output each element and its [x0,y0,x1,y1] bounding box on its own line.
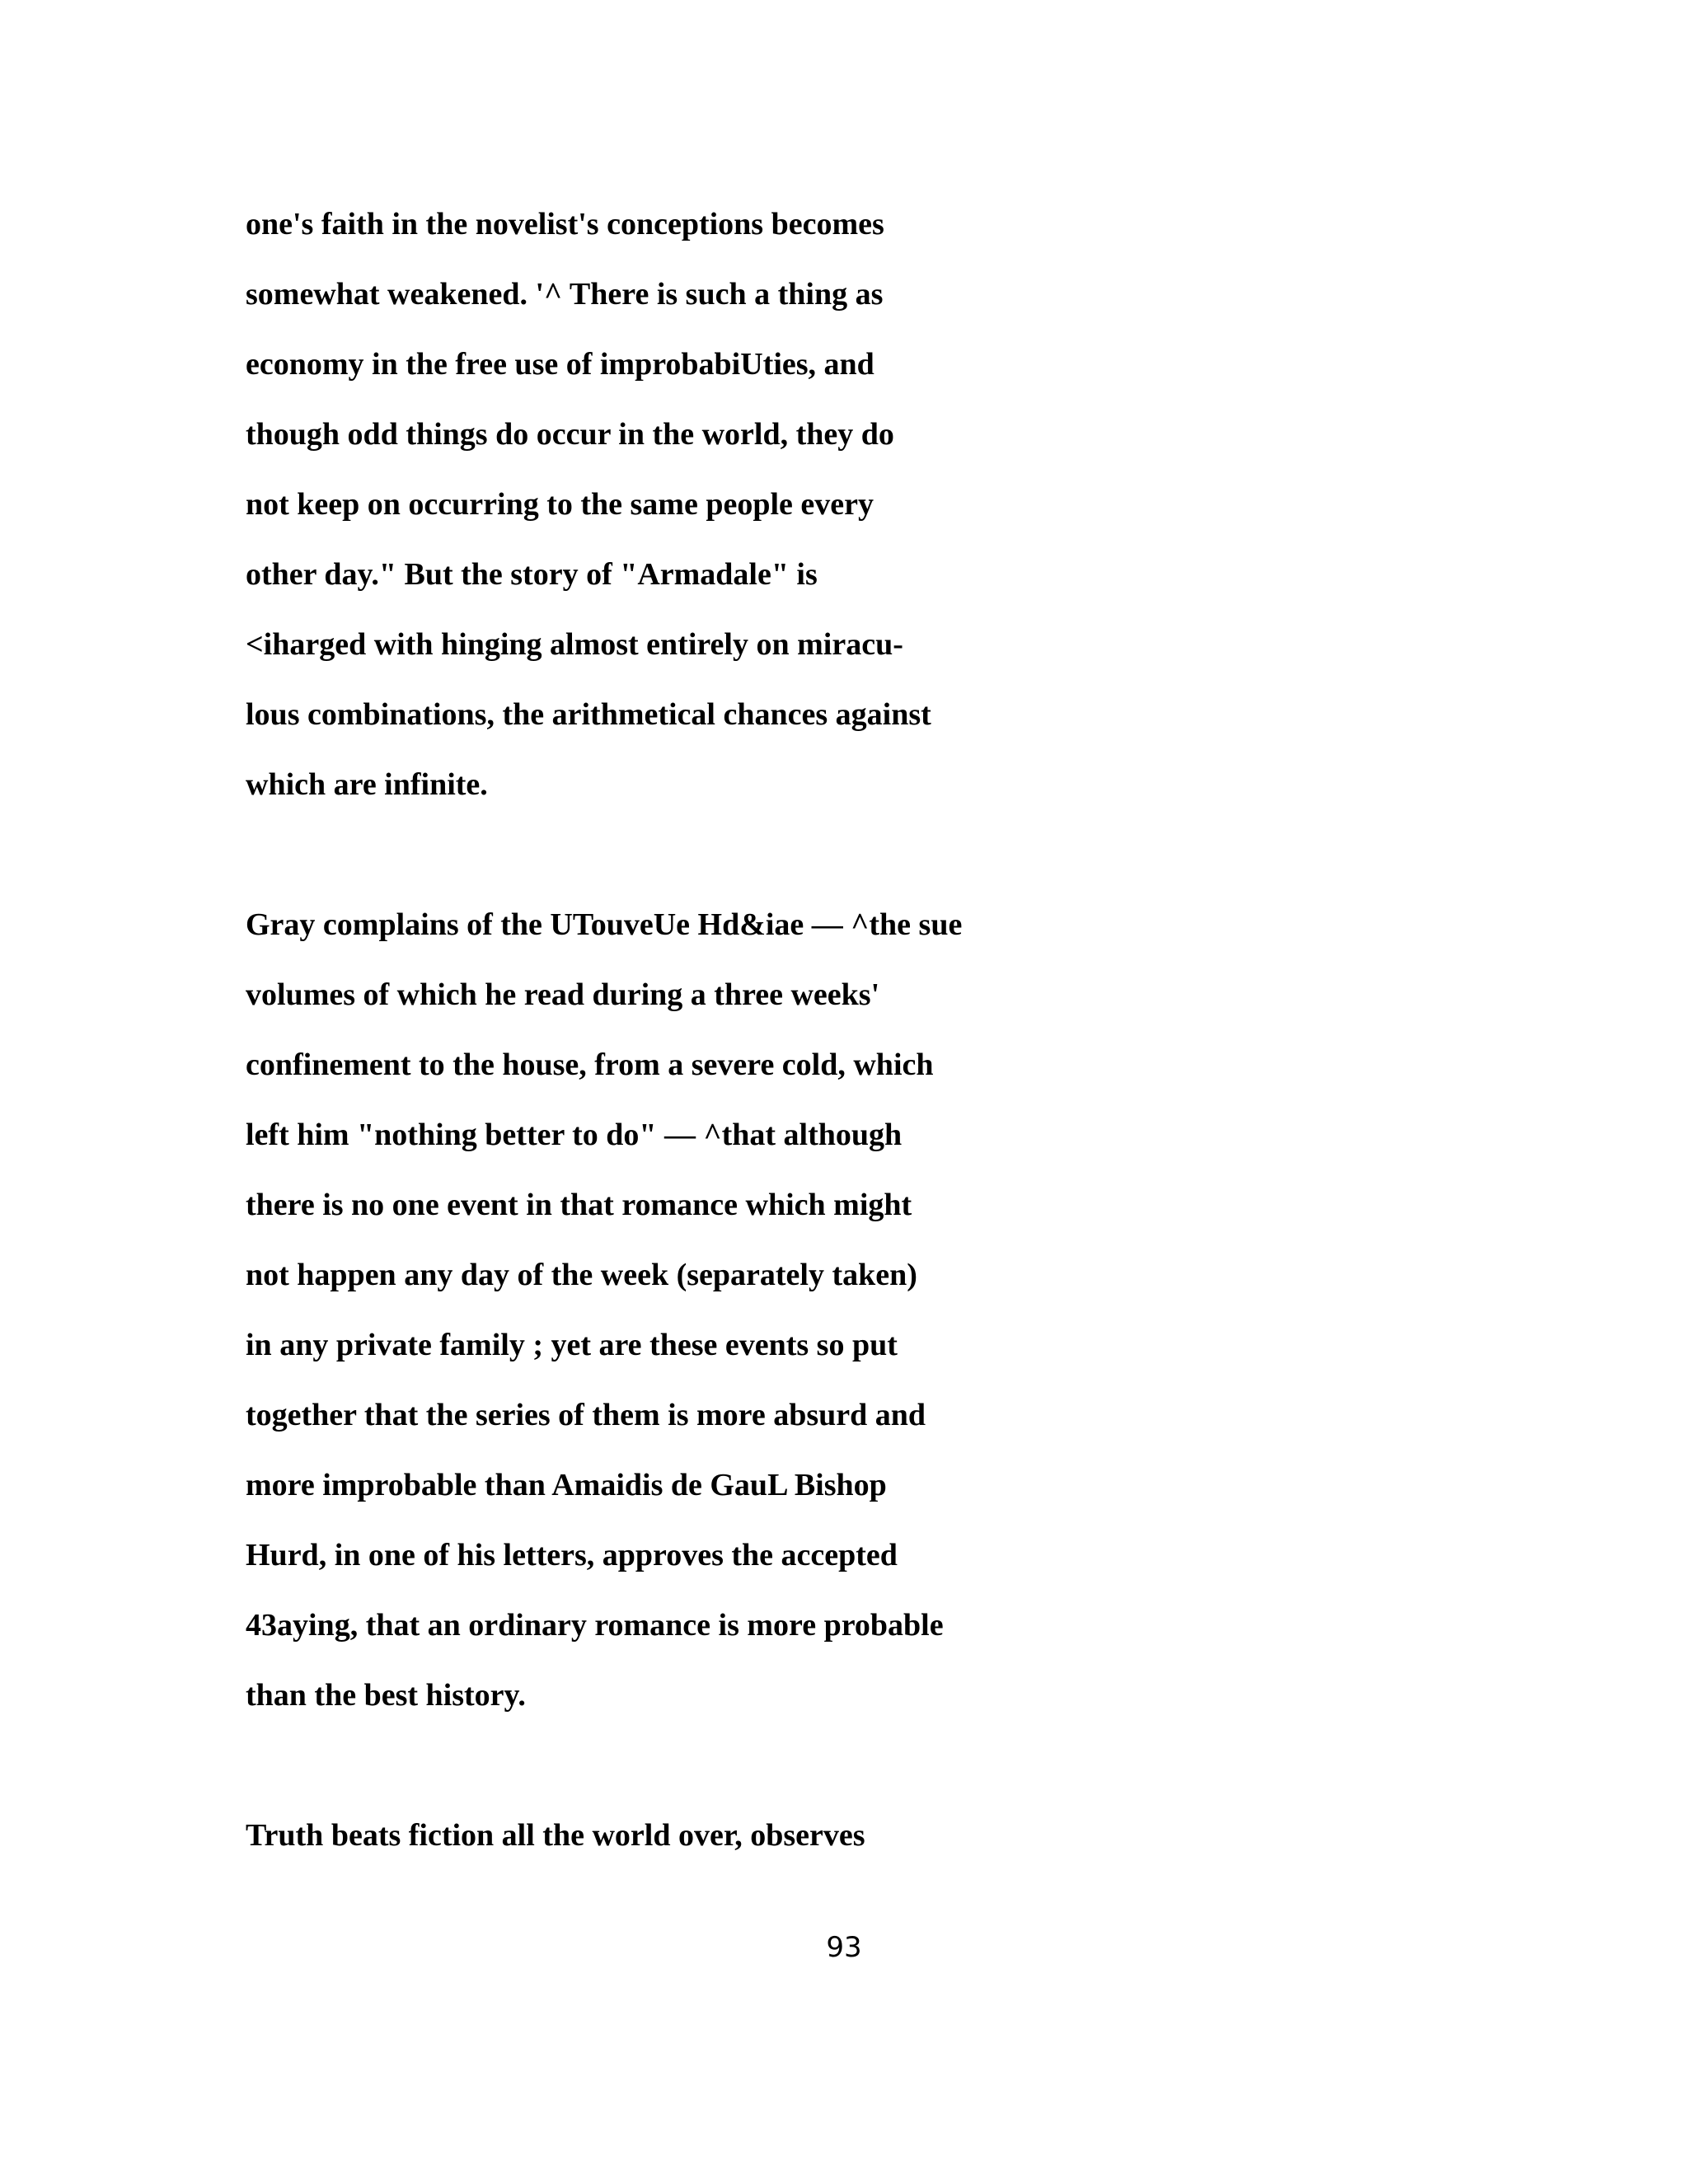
text-line: Hurd, in one of his letters, approves the accepted [246,1538,898,1572]
text-line: volumes of which he read during a three weeks' [246,977,880,1012]
text-line: not keep on occurring to the same people every [246,487,874,522]
text-line: lous combinations, the arithmetical chances against [246,697,931,732]
text-line: one's faith in the novelist's conceptions becomes [246,207,884,241]
paragraph-gap [246,820,1400,890]
text-line: confinement to the house, from a severe cold, which [246,1047,934,1082]
text-line: not happen any day of the week (separately taken) [246,1258,917,1292]
text-line: though odd things do occur in the world, they do [246,417,894,452]
text-line: economy in the free use of improbabiUties, and [246,347,874,382]
text-line: left him "nothing better to do" — ^that although [246,1118,903,1152]
page-number: 93 [826,1931,862,1964]
text-line: there is no one event in that romance which might [246,1188,912,1222]
text-line: together that the series of them is more absurd and [246,1398,926,1432]
text-line: which are infinite. [246,767,488,802]
text-line: Gray complains of the UTouveUe Hd&iae — ^the sue [246,907,963,942]
text-line: Truth beats fiction all the world over, observes [246,1818,865,1853]
text-line: than the best history. [246,1678,526,1713]
text-line: somewhat weakened. '^ There is such a thing as [246,277,884,312]
paragraph-gap [246,1731,1400,1801]
text-line: <iharged with hinging almost entirely on miracu- [246,627,903,662]
text-line: more improbable than Amaidis de GauL Bishop [246,1468,887,1502]
text-line: other day." But the story of "Armadale" is [246,557,818,592]
text-line: in any private family ; yet are these events so put [246,1328,898,1362]
text-line: 43aying, that an ordinary romance is more probable [246,1608,944,1643]
body-text [246,190,1400,1871]
